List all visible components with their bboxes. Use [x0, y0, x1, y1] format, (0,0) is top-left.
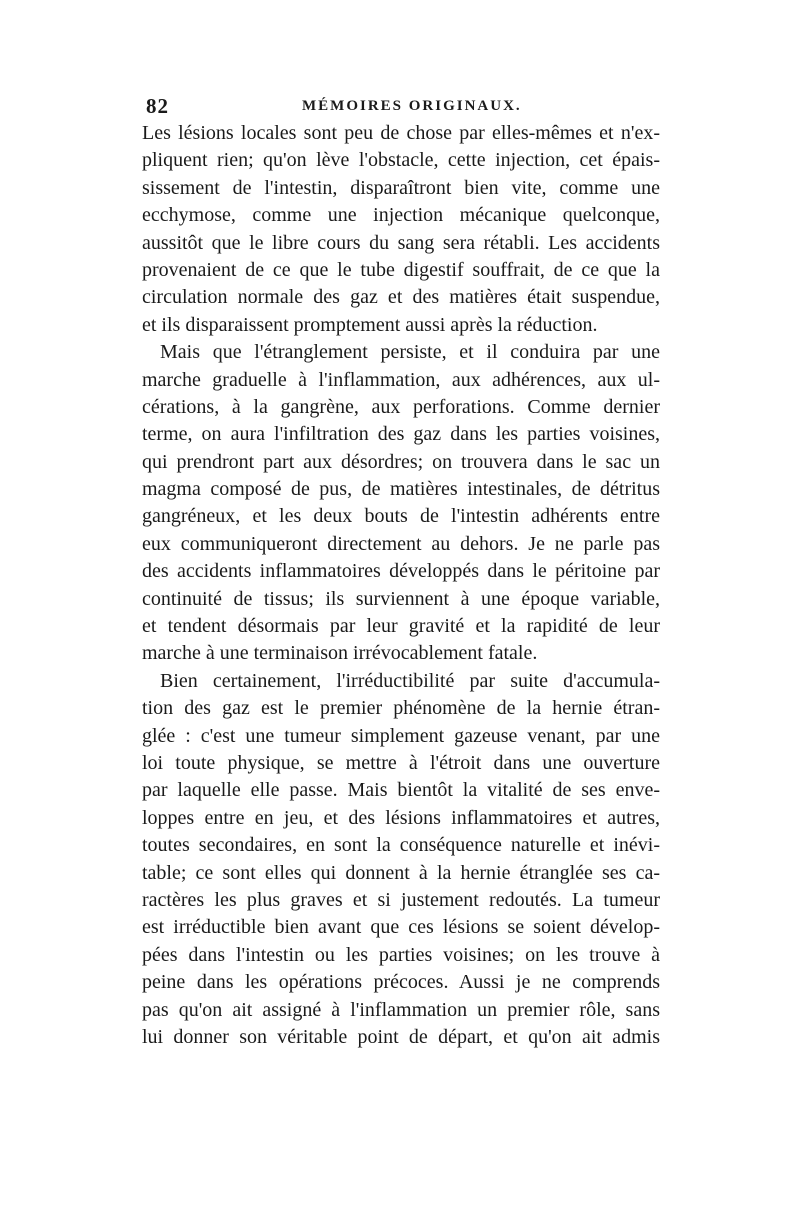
text-line: terme, on aura l'infiltration des gaz dans les parties voisines,	[142, 423, 660, 446]
text-line: Bien certainement, l'irréductibilité par suite d'accumula-	[160, 669, 660, 692]
text-line: eux communiqueront directement au dehors. Je ne parle pas	[142, 532, 660, 555]
text-line: ecchymose, comme une injection mécanique quelconque,	[142, 204, 660, 227]
text-line: marche à une terminaison irrévocablement fatale.	[142, 642, 538, 665]
page-number: 82	[146, 94, 169, 118]
text-line: est irréductible bien avant que ces lésions se soient dévelop-	[142, 916, 660, 939]
text-line: tion des gaz est le premier phénomène de la hernie étran-	[142, 697, 660, 720]
text-line: par laquelle elle passe. Mais bientôt la vitalité de ses enve-	[142, 779, 660, 802]
page-header	[146, 94, 646, 118]
text-line: des accidents inflammatoires développés dans le péritoine par	[142, 560, 660, 583]
text-line: toutes secondaires, en sont la conséquence naturelle et inévi-	[142, 834, 660, 857]
text-line: sissement de l'intestin, disparaîtront bien vite, comme une	[142, 176, 660, 199]
text-line: peine dans les opérations précoces. Aussi je ne comprends	[142, 971, 660, 994]
text-line: magma composé de pus, de matières intestinales, de détritus	[142, 478, 660, 501]
paragraph	[142, 668, 660, 1051]
text-line: table; ce sont elles qui donnent à la hernie étranglée ses ca-	[142, 861, 660, 884]
paragraph	[142, 120, 660, 339]
text-line: loppes entre en jeu, et des lésions inflammatoires et autres,	[142, 806, 660, 829]
text-line: aussitôt que le libre cours du sang sera rétabli. Les accidents	[142, 231, 660, 254]
text-line: loi toute physique, se mettre à l'étroit dans une ouverture	[142, 751, 660, 774]
text-line: continuité de tissus; ils surviennent à une époque variable,	[142, 587, 660, 610]
text-line: marche graduelle à l'inflammation, aux adhérences, aux ul-	[142, 368, 660, 391]
text-line: pliquent rien; qu'on lève l'obstacle, cette injection, cet épais-	[142, 149, 660, 172]
body-text	[142, 120, 660, 1051]
text-line: lui donner son véritable point de départ, et qu'on ait admis	[142, 1025, 660, 1048]
text-line: circulation normale des gaz et des matières était suspendue,	[142, 286, 660, 309]
text-line: glée : c'est une tumeur simplement gazeuse venant, par une	[142, 724, 660, 747]
text-line: et tendent désormais par leur gravité et la rapidité de leur	[142, 615, 660, 638]
text-line: qui prendront part aux désordres; on trouvera dans le sac un	[142, 450, 660, 473]
paragraph	[142, 339, 660, 668]
text-line: Mais que l'étranglement persiste, et il conduira par une	[160, 341, 660, 364]
text-line: gangréneux, et les deux bouts de l'intestin adhérents entre	[142, 505, 660, 528]
text-line: et ils disparaissent promptement aussi après la réduction.	[142, 313, 598, 336]
text-line: pas qu'on ait assigné à l'inflammation un premier rôle, sans	[142, 998, 660, 1021]
text-line: Les lésions locales sont peu de chose par elles-mêmes et n'ex-	[142, 122, 660, 144]
text-line: pées dans l'intestin ou les parties voisines; on les trouve à	[142, 943, 660, 966]
text-line: provenaient de ce que le tube digestif souffrait, de ce que la	[142, 258, 660, 281]
text-line: ractères les plus graves et si justement redoutés. La tumeur	[142, 888, 660, 911]
text-line: cérations, à la gangrène, aux perforations. Comme dernier	[142, 395, 660, 418]
running-title: MÉMOIRES ORIGINAUX.	[302, 98, 522, 114]
